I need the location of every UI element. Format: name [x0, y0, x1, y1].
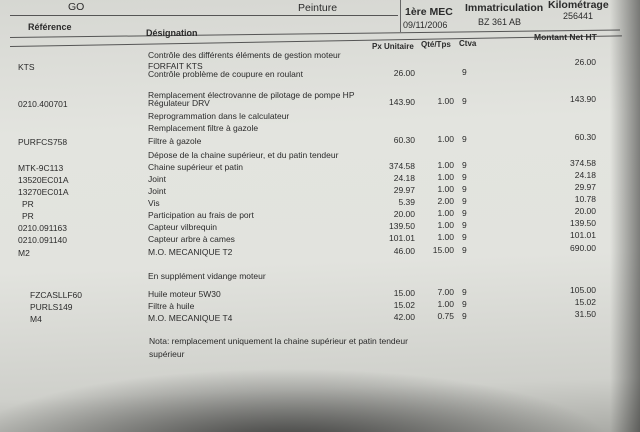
row-qty: 1.00	[437, 232, 454, 242]
row-total: 60.30	[574, 132, 596, 142]
row-reference: 0210.091140	[18, 235, 68, 245]
row-reference: PURLS149	[30, 302, 73, 312]
row-qty: 1.00	[437, 184, 454, 194]
header-rule-top	[10, 15, 398, 16]
row-total: 24.18	[574, 170, 596, 180]
mileage-value: 256441	[563, 11, 594, 21]
col-vat: Ctva	[459, 39, 477, 48]
row-total: 139.50	[570, 218, 596, 228]
row-reference: 13270EC01A	[18, 187, 69, 197]
row-reference: 0210.091163	[18, 223, 68, 233]
row-total: 31.50	[574, 309, 596, 319]
row-qty: 1.00	[437, 160, 454, 170]
row-designation: Capteur vilbrequin	[148, 222, 217, 232]
row-vat: 9	[462, 96, 467, 106]
row-reference: 13520EC01A	[18, 175, 69, 185]
row-designation: Dépose de la chaine supérieur, et du patin tendeur	[148, 150, 339, 160]
row-reference: FZCASLLF60	[30, 290, 82, 300]
row-designation: Capteur arbre à cames	[148, 234, 235, 244]
row-qty: 1.00	[437, 220, 454, 230]
bottom-shadow	[0, 362, 640, 432]
row-vat: 9	[462, 67, 467, 77]
row-unit-price: 29.97	[393, 184, 415, 195]
row-unit-price: 46.00	[393, 245, 415, 256]
row-reference: KTS	[18, 62, 35, 72]
row-qty: 15.00	[432, 245, 454, 255]
row-total: 10.78	[574, 194, 596, 204]
row-designation: Joint	[148, 186, 166, 196]
row-vat: 9	[462, 184, 467, 194]
row-designation: En supplément vidange moteur	[148, 271, 266, 281]
row-qty: 1.00	[437, 172, 454, 182]
row-reference: MTK-9C113	[18, 163, 64, 173]
row-designation: Huile moteur 5W30	[148, 289, 221, 299]
row-vat: 9	[462, 172, 467, 182]
row-designation: M.O. MECANIQUE T4	[148, 313, 233, 323]
row-unit-price: 24.18	[393, 172, 415, 183]
row-qty: 7.00	[437, 287, 454, 297]
row-designation: Vis	[148, 198, 160, 208]
row-designation: Chaine supérieur et patin	[148, 162, 243, 172]
row-unit-price: 15.02	[393, 299, 415, 310]
row-total: 15.02	[574, 297, 596, 307]
row-qty: 0.75	[437, 311, 454, 321]
row-designation: Joint	[148, 174, 166, 184]
top-left-code: GO	[68, 1, 85, 13]
row-qty: 2.00	[437, 196, 454, 206]
row-designation: Remplacement électrovanne de pilotage de pompe HP	[148, 90, 355, 100]
row-vat: 9	[462, 311, 467, 321]
note-line-1: Nota: remplacement uniquement la chaine supérieur et patin tendeur	[149, 336, 408, 346]
row-reference: 0210.400701	[18, 99, 68, 109]
row-total: 20.00	[574, 206, 596, 216]
row-unit-price: 60.30	[393, 134, 415, 145]
row-unit-price: 15.00	[393, 287, 415, 298]
row-total: 29.97	[574, 182, 596, 192]
row-vat: 9	[462, 160, 467, 170]
row-qty: 1.00	[437, 96, 454, 106]
row-qty: 1.00	[437, 134, 454, 144]
mileage-label: Kilométrage	[548, 0, 609, 11]
row-designation: FORFAIT KTS	[148, 61, 203, 71]
row-vat: 9	[462, 208, 467, 218]
row-unit-price: 139.50	[389, 220, 415, 231]
mec-date: 09/11/2006	[403, 20, 448, 30]
row-total: 105.00	[570, 285, 596, 295]
row-reference: PURFCS758	[18, 137, 68, 147]
row-vat: 9	[462, 220, 467, 230]
col-qty: Qté/Tps	[421, 40, 451, 49]
row-unit-price: 42.00	[393, 311, 415, 322]
header-rule-bottom	[10, 35, 622, 47]
row-designation: Contrôle problème de coupure en roulant	[148, 69, 303, 79]
row-total: 26.00	[574, 57, 596, 67]
row-reference: M2	[18, 248, 30, 258]
row-unit-price: 5.39	[398, 196, 415, 207]
col-reference: Référence	[28, 22, 72, 32]
row-reference: PR	[22, 199, 34, 209]
row-total: 143.90	[570, 94, 596, 104]
row-unit-price: 374.58	[389, 160, 415, 171]
row-unit-price: 101.01	[389, 232, 415, 243]
row-reference: PR	[22, 211, 34, 221]
row-total: 690.00	[570, 243, 596, 253]
mec-label: 1ère MEC	[405, 6, 453, 18]
row-unit-price: 26.00	[393, 67, 415, 78]
row-designation: Filtre à gazole	[148, 136, 202, 146]
row-vat: 9	[462, 287, 467, 297]
col-designation: Désignation	[146, 28, 198, 38]
row-designation: Contrôle des différents éléments de gestion moteur	[148, 50, 341, 60]
registration-label: Immatriculation	[465, 2, 544, 14]
paint-label: Peinture	[298, 2, 338, 14]
row-reference: M4	[30, 314, 42, 324]
row-designation: Participation au frais de port	[148, 210, 254, 220]
row-designation: M.O. MECANIQUE T2	[148, 247, 233, 257]
col-total: Montant Net HT	[534, 32, 597, 42]
header-divider	[400, 0, 401, 32]
row-total: 101.01	[570, 230, 596, 240]
row-qty: 1.00	[437, 208, 454, 218]
row-vat: 9	[462, 196, 467, 206]
row-designation: Reprogrammation dans le calculateur	[148, 111, 290, 121]
registration-value: BZ 361 AB	[478, 17, 522, 27]
row-designation: Remplacement filtre à gazole	[148, 123, 259, 133]
row-total: 374.58	[570, 158, 596, 168]
row-unit-price: 143.90	[389, 96, 415, 107]
row-vat: 9	[462, 245, 467, 255]
row-vat: 9	[462, 232, 467, 242]
row-qty: 1.00	[437, 299, 454, 309]
row-designation: Filtre à huile	[148, 301, 195, 311]
row-vat: 9	[462, 299, 467, 309]
row-designation: Régulateur DRV	[148, 98, 210, 108]
row-vat: 9	[462, 134, 467, 144]
row-unit-price: 20.00	[393, 208, 415, 219]
note-line-2: supérieur	[149, 349, 185, 359]
col-unit-price: Px Unitaire	[372, 42, 414, 51]
